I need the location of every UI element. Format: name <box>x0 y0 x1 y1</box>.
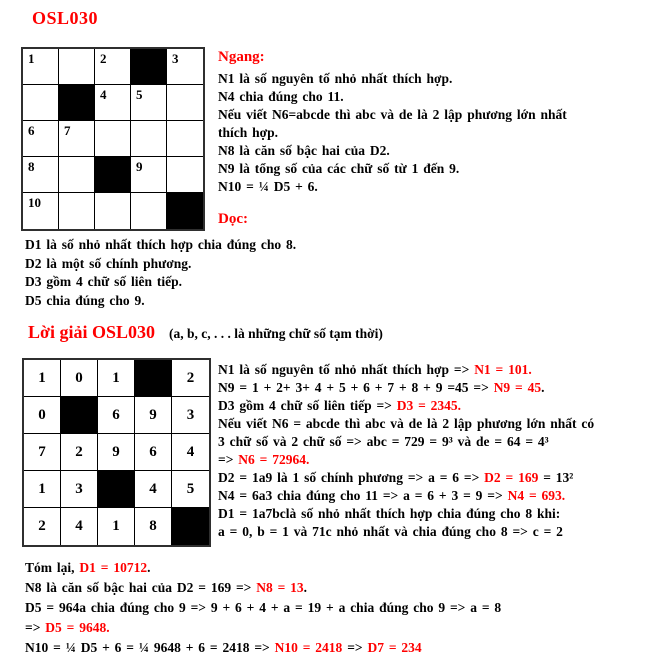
solution-line <box>25 618 501 638</box>
grid-cell: 1 <box>24 360 61 397</box>
solution-line <box>218 487 594 505</box>
black-cell <box>98 471 135 508</box>
clue-line: thích hợp. <box>218 125 278 140</box>
grid-cell: 6 <box>135 434 172 471</box>
grid-cell: 5 <box>172 471 209 508</box>
clue-line: N8 là căn số bậc hai của D2. <box>218 143 390 158</box>
black-cell <box>167 193 203 229</box>
clue-line: N4 chia đúng cho 11. <box>218 89 344 104</box>
solution-line <box>218 379 594 397</box>
grid-cell: 3 <box>172 397 209 434</box>
grid-cell: 8 <box>135 508 172 545</box>
solution-line <box>218 505 594 523</box>
grid-cell: 3 <box>61 471 98 508</box>
solution-heading: Lời giải OSL030 <box>28 322 155 342</box>
across-clue-list <box>218 70 567 196</box>
text-segment: N4 = 6a3 chia đúng cho 11 => a = 6 + 3 = 9 => <box>218 488 508 503</box>
grid-cell: 0 <box>24 397 61 434</box>
answer-highlight: D3 = 2345. <box>396 398 462 413</box>
solution-line <box>218 361 594 379</box>
solution-summary-lines <box>25 558 501 658</box>
clue-line: D1 là số nhỏ nhất thích hợp chia đúng cho 8. <box>25 237 297 252</box>
black-cell <box>135 360 172 397</box>
grid-cell <box>167 157 203 193</box>
text-segment: Nếu viết N6 = abcde thì abc và de là 2 lập phương lớn nhất có <box>218 416 595 431</box>
grid-cell: 6 <box>23 121 59 157</box>
text-segment: N8 là căn số bậc hai của D2 = 169 => <box>25 580 257 595</box>
solution-line <box>218 523 594 541</box>
text-segment: => <box>218 452 239 467</box>
answer-highlight: N8 = 13 <box>256 580 304 595</box>
grid-cell: 1 <box>98 508 135 545</box>
solution-work-lines <box>218 361 594 541</box>
grid-cell <box>167 121 203 157</box>
grid-cell: 4 <box>135 471 172 508</box>
grid-cell <box>131 121 167 157</box>
answer-highlight: D7 = 234 <box>367 640 422 655</box>
text-segment: => <box>25 620 46 635</box>
down-clue-list <box>25 236 296 310</box>
black-cell <box>131 49 167 85</box>
grid-cell: 8 <box>23 157 59 193</box>
grid-cell: 9 <box>98 434 135 471</box>
across-heading: Ngang: <box>218 49 265 65</box>
solution-heading-row <box>28 322 383 343</box>
black-cell <box>172 508 209 545</box>
grid-cell: 2 <box>172 360 209 397</box>
solution-line <box>218 397 594 415</box>
grid-cell <box>131 193 167 229</box>
text-segment: D3 gồm 4 chữ số liên tiếp => <box>218 398 397 413</box>
clue-line: N1 là số nguyên tố nhỏ nhất thích hợp. <box>218 71 453 86</box>
text-segment: . <box>541 380 545 395</box>
grid-cell: 0 <box>61 360 98 397</box>
answer-highlight: D1 = 10712 <box>79 560 148 575</box>
clue-line: D5 chia đúng cho 9. <box>25 292 145 308</box>
grid-cell: 7 <box>59 121 95 157</box>
text-segment: => <box>342 640 368 655</box>
black-cell <box>61 397 98 434</box>
text-segment: 3 chữ số và 2 chữ số => abc = 729 = 9³ và de = 64 = 4³ <box>218 434 549 449</box>
grid-cell: 4 <box>95 85 131 121</box>
down-heading: Dọc: <box>218 211 248 227</box>
text-segment: D1 = 1a7bclà số nhỏ nhất thích hợp chia đúng cho 8 khi: <box>218 506 561 521</box>
solution-line <box>25 558 501 578</box>
answer-highlight: D2 = 169 <box>484 470 539 485</box>
grid-cell <box>59 157 95 193</box>
answer-highlight: D5 = 9648. <box>45 620 110 635</box>
text-segment: D5 = 964a chia đúng cho 9 => 9 + 6 + 4 + a = 19 + a chia đúng cho 9 => a = 8 <box>25 600 502 615</box>
text-segment: Tóm lại, <box>25 560 80 575</box>
answer-highlight: N10 = 2418 <box>274 640 343 655</box>
grid-cell: 10 <box>23 193 59 229</box>
grid-cell: 2 <box>24 508 61 545</box>
text-segment: N10 = ¼ D5 + 6 = ¼ 9648 + 6 = 2418 => <box>25 640 275 655</box>
grid-cell: 1 <box>23 49 59 85</box>
grid-cell: 2 <box>61 434 98 471</box>
grid-cell <box>167 85 203 121</box>
puzzle-grid <box>21 47 205 231</box>
text-segment: . <box>147 560 151 575</box>
solution-line <box>218 451 594 469</box>
grid-cell: 7 <box>24 434 61 471</box>
grid-cell: 4 <box>61 508 98 545</box>
solution-line <box>25 598 501 618</box>
answer-highlight: N4 = 693. <box>507 488 566 503</box>
grid-cell: 4 <box>172 434 209 471</box>
clue-line: D3 gồm 4 chữ số liên tiếp. <box>25 274 182 289</box>
answer-highlight: N1 = 101. <box>474 362 532 377</box>
clue-line: Nếu viết N6=abcde thì abc và de là 2 lập phương lớn nhất <box>218 107 567 122</box>
answer-highlight: N9 = 45 <box>493 380 542 395</box>
answer-highlight: N6 = 72964. <box>238 452 310 467</box>
black-cell <box>95 157 131 193</box>
grid-cell: 9 <box>135 397 172 434</box>
solution-line <box>218 469 594 487</box>
solution-line <box>25 578 501 598</box>
grid-cell: 6 <box>98 397 135 434</box>
grid-cell <box>95 121 131 157</box>
solution-line <box>25 638 501 658</box>
grid-cell: 9 <box>131 157 167 193</box>
text-segment: N9 = 1 + 2+ 3+ 4 + 5 + 6 + 7 + 8 + 9 =45 => <box>218 380 494 395</box>
solution-line <box>218 433 594 451</box>
grid-cell <box>59 49 95 85</box>
clue-line: D2 là một số chính phương. <box>25 255 192 271</box>
solution-line <box>218 415 594 433</box>
black-cell <box>59 85 95 121</box>
text-segment: N1 là số nguyên tố nhỏ nhất thích hợp => <box>218 362 475 377</box>
across-section <box>218 49 567 196</box>
grid-cell: 2 <box>95 49 131 85</box>
grid-cell: 1 <box>98 360 135 397</box>
text-segment: . <box>303 580 308 595</box>
grid-cell <box>23 85 59 121</box>
clue-line: N9 là tổng số của các chữ số từ 1 đến 9. <box>218 161 460 176</box>
grid-cell: 3 <box>167 49 203 85</box>
grid-cell: 1 <box>24 471 61 508</box>
page-title: OSL030 <box>32 8 99 28</box>
text-segment: D2 = 1a9 là 1 số chính phương => a = 6 => <box>218 470 485 485</box>
text-segment: = 13² <box>538 470 574 485</box>
solution-grid <box>22 358 211 547</box>
clue-line: N10 = ¼ D5 + 6. <box>218 179 318 194</box>
solution-note: (a, b, c, . . . là những chữ số tạm thời) <box>169 326 383 341</box>
grid-cell <box>59 193 95 229</box>
grid-cell <box>95 193 131 229</box>
grid-cell: 5 <box>131 85 167 121</box>
text-segment: a = 0, b = 1 và 71c nhỏ nhất và chia đúng cho 8 => c = 2 <box>218 524 563 539</box>
